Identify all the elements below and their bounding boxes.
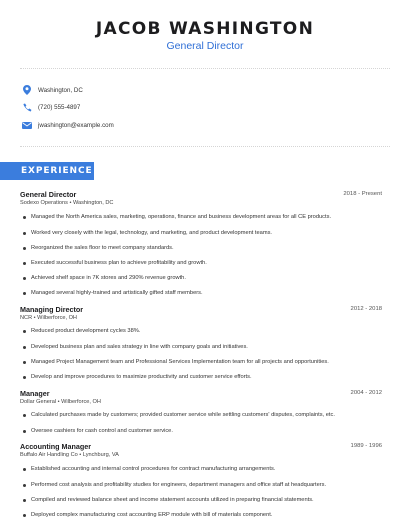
header-divider bbox=[20, 68, 390, 69]
job-dates: 1989 - 1996 bbox=[350, 443, 382, 449]
bullet-dot-icon bbox=[23, 468, 26, 471]
resume-title: General Director bbox=[166, 40, 244, 52]
job-dates: 2012 - 2018 bbox=[350, 306, 382, 312]
job-bullet: Oversee cashiers for cash control and customer service. bbox=[20, 426, 390, 436]
contact-location bbox=[22, 83, 83, 97]
bullet-dot-icon bbox=[23, 292, 26, 295]
bullet-dot-icon bbox=[23, 346, 26, 349]
job-title: Managing Director bbox=[20, 305, 84, 314]
job-company: Dollar General • Wilberforce, OH bbox=[20, 399, 101, 405]
job-bullet: Established accounting and internal control procedures for contract manufacturing arrangements. bbox=[20, 464, 390, 474]
bullet-dot-icon bbox=[23, 277, 26, 280]
job-dates: 2004 - 2012 bbox=[350, 390, 382, 396]
job-title: General Director bbox=[20, 190, 77, 199]
job-bullet: Compiled and reviewed balance sheet and income statement accounts utilized in preparing financial statements. bbox=[20, 495, 390, 505]
job-company: NCR • Wilberforce, OH bbox=[20, 315, 77, 321]
experience-heading: EXPERIENCE bbox=[0, 162, 94, 180]
job-bullet: Reduced product development cycles 38%. bbox=[20, 326, 390, 336]
phone-icon bbox=[22, 102, 32, 112]
bullet-dot-icon bbox=[23, 430, 26, 433]
job-bullet: Executed successful business plan to achieve profitability and growth. bbox=[20, 258, 390, 268]
bullet-dot-icon bbox=[23, 514, 26, 517]
job-title: Accounting Manager bbox=[20, 442, 92, 451]
location-text: Washington, DC bbox=[38, 86, 83, 94]
contact-phone bbox=[22, 100, 80, 114]
bullet-dot-icon bbox=[23, 414, 26, 417]
bullet-dot-icon bbox=[23, 247, 26, 250]
bullet-dot-icon bbox=[23, 216, 26, 219]
bullet-dot-icon bbox=[23, 330, 26, 333]
job-bullet: Worked very closely with the legal, technology, and marketing, and product development teams. bbox=[20, 228, 390, 238]
job-bullet: Achieved shelf space in 7K stores and 290% revenue growth. bbox=[20, 273, 390, 283]
job-company: Buffalo Air Handling Co • Lynchburg, VA bbox=[20, 452, 119, 458]
bullet-dot-icon bbox=[23, 232, 26, 235]
job-bullet: Develop and improve procedures to maximize productivity and customer service efforts. bbox=[20, 372, 390, 382]
job-bullet: Managed several highly-trained and artistically gifted staff members. bbox=[20, 288, 390, 298]
job-bullet: Reorganized the sales floor to meet company standards. bbox=[20, 243, 390, 253]
resume-name: JACOB WASHINGTON bbox=[95, 19, 315, 39]
bullet-dot-icon bbox=[23, 499, 26, 502]
job-dates: 2018 - Present bbox=[343, 191, 382, 197]
job-company: Sodexo Operations • Washington, DC bbox=[20, 200, 114, 206]
job-bullet: Calculated purchases made by customers; provided customer service while settling customers' disputes, complaints, etc. bbox=[20, 410, 390, 420]
job-title: Manager bbox=[20, 389, 50, 398]
location-pin-icon bbox=[22, 85, 32, 95]
contact-email bbox=[22, 118, 114, 132]
job-bullet: Managed Project Management team and Professional Services Implementation team for all projects and opportunities. bbox=[20, 357, 390, 367]
email-icon bbox=[22, 120, 32, 130]
bullet-dot-icon bbox=[23, 361, 26, 364]
phone-text: (720) 555-4897 bbox=[38, 103, 81, 111]
email-text[interactable]: jwashington@example.com bbox=[38, 121, 114, 129]
bullet-dot-icon bbox=[23, 376, 26, 379]
job-bullet: Deployed complex manufacturing cost accounting ERP module with bill of materials component. bbox=[20, 510, 390, 520]
job-bullet: Developed business plan and sales strategy in line with company goals and initiatives. bbox=[20, 342, 390, 352]
job-bullet: Performed cost analysis and profitability studies for engineers, department managers and office staff at headquarters. bbox=[20, 480, 390, 490]
job-bullet: Managed the North America sales, marketing, operations, finance and business development areas for all CE products. bbox=[20, 212, 390, 222]
contact-divider bbox=[20, 146, 390, 147]
bullet-dot-icon bbox=[23, 484, 26, 487]
bullet-dot-icon bbox=[23, 262, 26, 265]
